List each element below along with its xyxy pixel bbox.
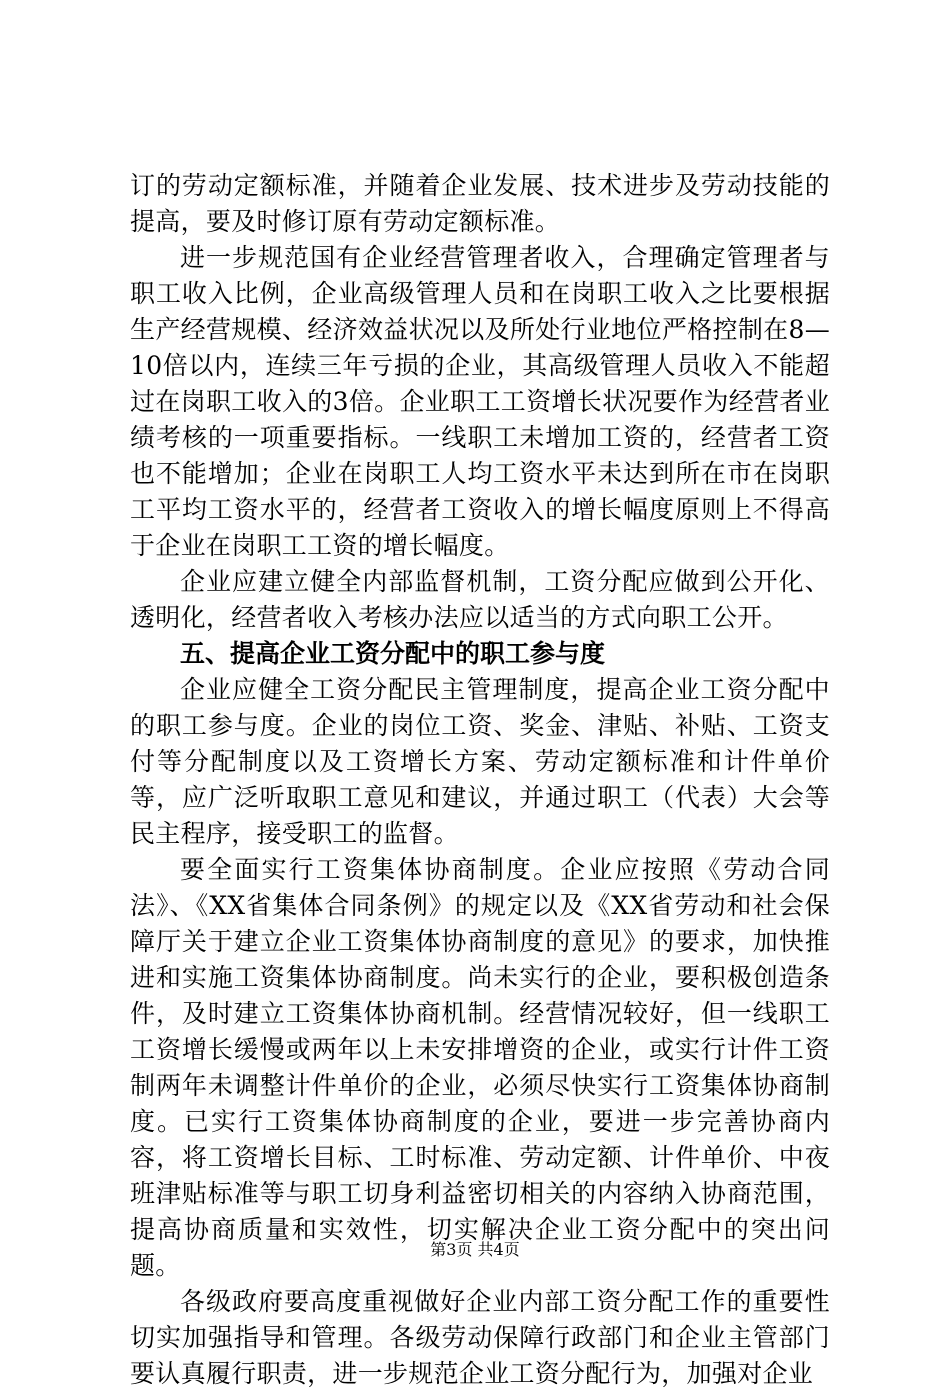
paragraph-government-guidance: 各级政府要高度重视做好企业内部工资分配工作的重要性切实加强指导和管理。各级劳动保障行政部门和企业主管部门要认真履行职责，进一步规范企业工资分配行为，加强对企业 [130, 1287, 830, 1388]
paragraph-collective-negotiation: 要全面实行工资集体协商制度。企业应按照《劳动合同法》、《XX省集体合同条例》的规定以及《XX省劳动和社会保障厅关于建立企业工资集体协商制度的意见》的要求，加快推进和实施工资集体协商制度。尚未实行的企业，要积极创造条件，及时建立工资集体协商机制。经营情况较好，但一线职工工资增长缓慢或两年以上未安排增资的企业，或实行计件工资制两年未调整计件单价的企业，必须尽快实行工资集体协商制度。已实行工资集体协商制度的企业，要进一步完善协商内容，将工资增长目标、工时标准、劳动定额、计件单价、中夜班津贴标准等与职工切身利益密切相关的内容纳入协商范围，提高协商质量和实效性，切实解决企业工资分配中的突出问题。 [130, 855, 830, 1280]
paragraph-democratic-management: 企业应健全工资分配民主管理制度，提高企业工资分配中的职工参与度。企业的岗位工资、奖金、津贴、补贴、工资支付等分配制度以及工资增长方案、劳动定额标准和计件单价等，应广泛听取职工意见和建议，并通过职工（代表）大会等民主程序，接受职工的监督。 [130, 675, 830, 848]
paragraph-continuation: 订的劳动定额标准，并随着企业发展、技术进步及劳动技能的提高，要及时修订原有劳动定额标准。 [130, 171, 830, 236]
document-body [130, 168, 830, 1392]
section-heading: 五、提高企业工资分配中的职工参与度 [180, 639, 606, 668]
page-footer: 第3页 共4页 [430, 1240, 520, 1259]
paragraph-executive-income: 进一步规范国有企业经营管理者收入，合理确定管理者与职工收入比例，企业高级管理人员和在岗职工收入之比要根据生产经营规模、经济效益状况以及所处行业地位严格控制在8—10倍以内，连续三年亏损的企业，其高级管理人员收入不能超过在岗职工收入的3倍。企业职工工资增长状况要作为经营者业绩考核的一项重要指标。一线职工未增加工资的，经营者工资也不能增加；企业在岗职工人均工资水平未达到所在市在岗职工平均工资水平的，经营者工资收入的增长幅度原则上不得高于企业在岗职工工资的增长幅度。 [130, 243, 830, 560]
paragraph-internal-supervision: 企业应建立健全内部监督机制，工资分配应做到公开化、透明化，经营者收入考核办法应以适当的方式向职工公开。 [130, 567, 830, 632]
